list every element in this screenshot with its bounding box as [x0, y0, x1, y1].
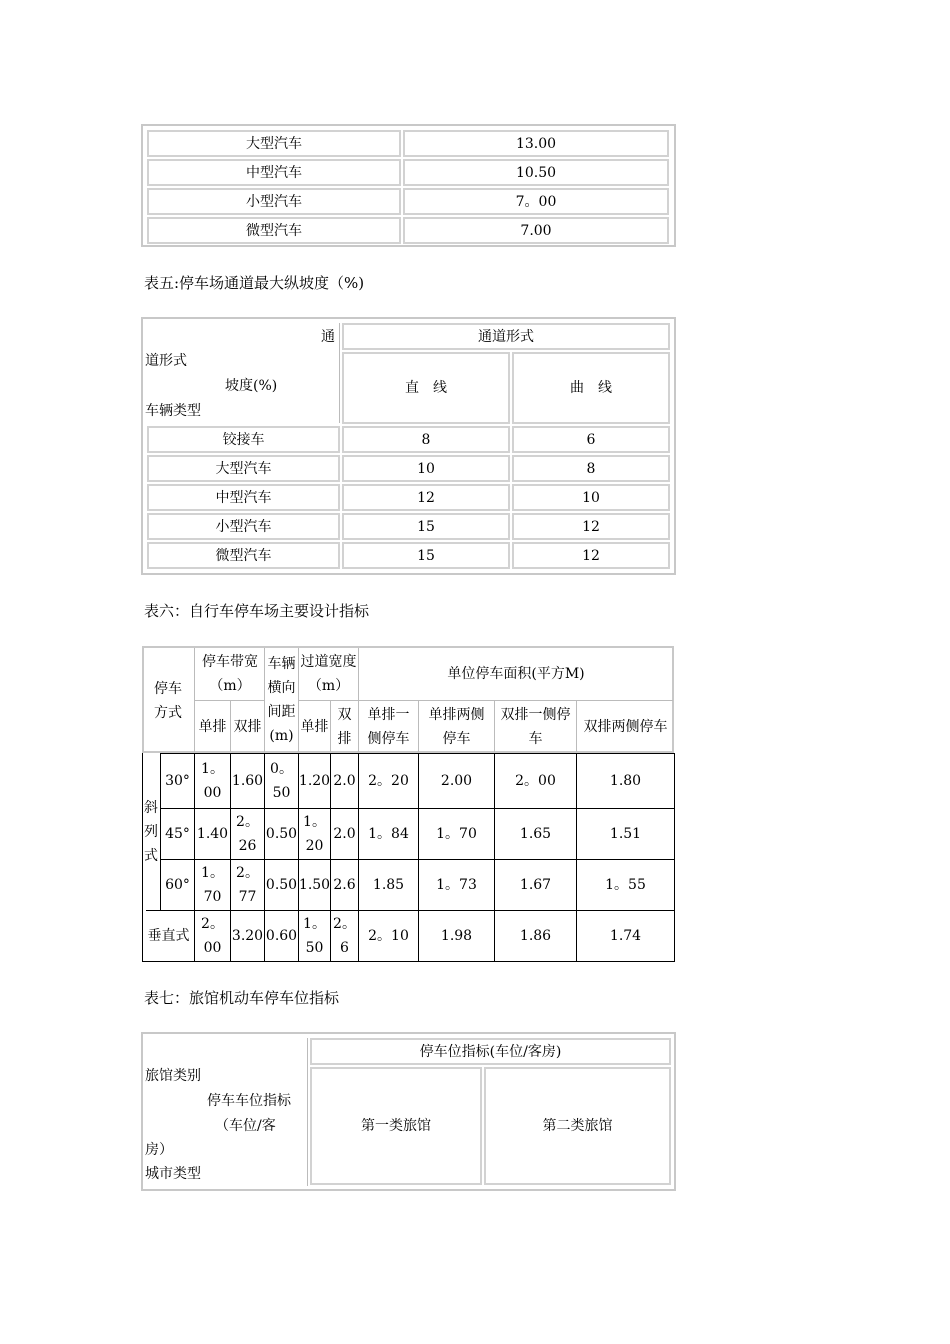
table-row-area-4: 1。55 — [605, 877, 646, 893]
col-header-area-3: 双排一侧停车 — [500, 707, 571, 747]
col-header-band-single: 单排 — [198, 719, 227, 735]
table-row-type: 大型汽车 — [147, 455, 340, 482]
table-row-angle: 60° — [165, 877, 190, 893]
table-row-type: 中型汽车 — [147, 159, 401, 186]
corner-header-line3: （车位/客 — [215, 1118, 276, 1134]
col-header-area-4: 双排两侧停车 — [583, 719, 668, 735]
table-row-band-double: 1.60 — [231, 773, 264, 789]
table-row-aisle-single: 1.50 — [298, 877, 331, 893]
table-row-gap: 0.60 — [265, 928, 298, 944]
corner-header-line1: 旅馆类别 — [145, 1068, 201, 1084]
col-header-aisle: 过道宽度（m） — [300, 654, 357, 694]
group-header: 停车位指标(车位/客房) — [310, 1038, 671, 1065]
table-row-band-single: 1.40 — [196, 826, 229, 842]
col-header-area-1: 单排一侧停车 — [367, 707, 410, 747]
hotel-parking-table — [141, 1032, 676, 1191]
table-row-gap: 0.50 — [265, 877, 298, 893]
col-header-mode: 停车方式 — [154, 681, 182, 721]
col-header-aisle-single: 单排 — [300, 719, 329, 735]
table-row-band-single: 1。00 — [201, 761, 224, 801]
table-row-area-2: 2.00 — [440, 773, 473, 789]
table-row-area-2: 1.98 — [440, 928, 473, 944]
vertical-label: 垂直式 — [147, 928, 190, 944]
table-row-band-single: 1。70 — [201, 865, 224, 905]
table-row-straight: 10 — [342, 455, 510, 482]
table-row-aisle-single: 1。20 — [303, 814, 326, 854]
table-row-gap: 0。50 — [270, 761, 293, 801]
table-row-band-double: 2。77 — [236, 865, 259, 905]
table-row-type: 微型汽车 — [147, 217, 401, 244]
table-row-band-double: 3.20 — [231, 928, 264, 944]
table-row-band-double: 2。26 — [236, 814, 259, 854]
table7-caption: 表七：旅馆机动车停车位指标 — [144, 989, 340, 1007]
table-row-area-1: 1.85 — [372, 877, 405, 893]
table-row-aisle-double: 2.0 — [333, 773, 356, 789]
table-row-curve: 12 — [512, 513, 670, 540]
table-row-value: 7.00 — [403, 217, 669, 244]
table-row-angle: 30° — [165, 773, 190, 789]
table-row-angle: 45° — [165, 826, 190, 842]
col-header-area-2: 单排两侧停车 — [428, 707, 485, 747]
table-row-curve: 8 — [512, 455, 670, 482]
table6-caption: 表六：自行车停车场主要设计指标 — [144, 602, 370, 620]
table-row-area-1: 1。84 — [368, 826, 409, 842]
table-row-curve: 12 — [512, 542, 670, 569]
table-row-straight: 12 — [342, 484, 510, 511]
table-row-type: 中型汽车 — [147, 484, 340, 511]
table-row-straight: 8 — [342, 426, 510, 453]
table-row-value: 13.00 — [403, 130, 669, 157]
table-row-straight: 15 — [342, 542, 510, 569]
corner-divider — [307, 1038, 308, 1186]
table-row-area-4: 1.74 — [609, 928, 642, 944]
table5-caption: 表五:停车场通道最大纵坡度（%) — [144, 274, 365, 292]
oblique-label: 斜列式 — [144, 800, 158, 864]
table-row-curve: 6 — [512, 426, 670, 453]
corner-divider — [339, 323, 340, 423]
table-row-aisle-double: 2。6 — [333, 916, 356, 956]
corner-header-line5: 城市类型 — [145, 1166, 201, 1182]
col-header-aisle-double: 双排 — [337, 707, 352, 747]
table-row-area-2: 1。70 — [436, 826, 477, 842]
table-row-area-1: 2。20 — [368, 773, 409, 789]
table-row-aisle-single: 1.20 — [298, 773, 331, 789]
table-row-aisle-double: 2.0 — [333, 826, 356, 842]
col-header-gap: 车辆横向间距(m) — [267, 656, 296, 744]
vehicle-length-table — [141, 124, 676, 247]
corner-header-line2: 停车车位指标 — [207, 1093, 291, 1109]
table-row-aisle-single: 1。50 — [303, 916, 326, 956]
table-row-area-3: 1.67 — [519, 877, 552, 893]
table-row-area-3: 2。00 — [515, 773, 556, 789]
col-header-band: 停车带宽（m） — [202, 654, 258, 694]
table-row-type: 小型汽车 — [147, 513, 340, 540]
col-header-curve: 曲 线 — [512, 352, 670, 424]
col-header-straight: 直 线 — [342, 352, 510, 424]
table-row-type: 铰接车 — [147, 426, 340, 453]
group-header: 通道形式 — [342, 323, 670, 350]
table-row-area-4: 1.51 — [609, 826, 642, 842]
col-header-second-class: 第二类旅馆 — [484, 1067, 671, 1185]
table-row-type: 小型汽车 — [147, 188, 401, 215]
table-row-area-3: 1.86 — [519, 928, 552, 944]
table-row-area-2: 1。73 — [436, 877, 477, 893]
aisle-slope-table — [141, 317, 676, 575]
table-row-value: 7。00 — [403, 188, 669, 215]
corner-header-line2: 道形式 — [145, 353, 187, 369]
col-header-first-class: 第一类旅馆 — [310, 1067, 482, 1185]
table-row-band-single: 2。00 — [201, 916, 224, 956]
table-row-area-3: 1.65 — [519, 826, 552, 842]
corner-header-line4: 房） — [145, 1142, 173, 1158]
table-row-straight: 15 — [342, 513, 510, 540]
table-row-type: 大型汽车 — [147, 130, 401, 157]
bicycle-parking-table — [142, 646, 675, 963]
table-row-type: 微型汽车 — [147, 542, 340, 569]
table-row-gap: 0.50 — [265, 826, 298, 842]
table-row-area-1: 2。10 — [368, 928, 409, 944]
col-header-band-double: 双排 — [233, 719, 262, 735]
table-row-curve: 10 — [512, 484, 670, 511]
table-row-area-4: 1.80 — [609, 773, 642, 789]
table-row-value: 10.50 — [403, 159, 669, 186]
corner-header-line1: 通 — [321, 329, 335, 345]
table-row-aisle-double: 2.6 — [333, 877, 356, 893]
corner-header-line4: 车辆类型 — [145, 403, 201, 419]
col-header-area: 单位停车面积(平方M) — [447, 666, 585, 682]
corner-header-line3: 坡度(%) — [225, 378, 278, 394]
